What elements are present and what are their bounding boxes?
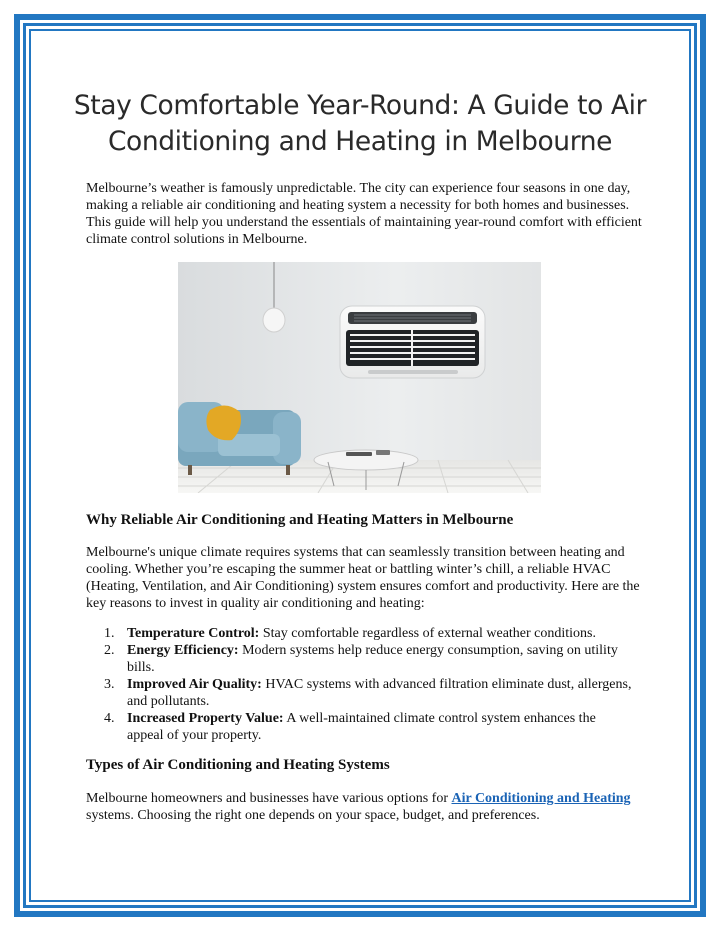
section-paragraph-why: Melbourne's unique climate requires systems that can seamlessly transition between heating and cooling. Whether you’re escaping the summer heat or battling winter’s chill, a reliable HVAC (Heating, Ventilation, and Air Conditioning) system ensures comfort and productivity. Here are the key reasons to invest in quality air conditioning and heating: <box>86 545 640 611</box>
paragraph-text-after-link: systems. Choosing the right one depends on your space, budget, and preferences. <box>86 808 540 823</box>
section-heading-why: Why Reliable Air Conditioning and Heating Matters in Melbourne <box>86 512 514 528</box>
list-item-label: Energy Efficiency: <box>127 643 239 658</box>
list-item-label: Improved Air Quality: <box>127 677 262 692</box>
section-heading-types: Types of Air Conditioning and Heating Systems <box>86 757 390 773</box>
intro-paragraph: Melbourne’s weather is famously unpredictable. The city can experience four seasons in one day, making a reliable air conditioning and heating system a necessity for both homes and businesses. This guide will help you understand the essentials of maintaining year-round comfort with efficient climate control solutions in Melbourne. <box>86 181 642 247</box>
list-item-text: HVAC systems with advanced filtration eliminate dust, allergens, and pollutants. <box>127 677 632 709</box>
list-item-text: Stay comfortable regardless of external weather conditions. <box>259 626 596 641</box>
page-title: Stay Comfortable Year-Round: A Guide to Air Conditioning and Heating in Melbourne <box>73 90 647 157</box>
list-item <box>104 676 634 710</box>
section-paragraph-types <box>86 790 646 824</box>
list-item-number: 1. <box>104 626 115 641</box>
list-item <box>104 710 634 744</box>
list-item-label: Temperature Control: <box>127 626 260 641</box>
list-item <box>104 642 634 676</box>
air-conditioner-unit <box>340 306 485 378</box>
list-item-text: Modern systems help reduce energy consumption, saving on utility bills. <box>127 643 618 675</box>
reasons-list <box>104 625 634 744</box>
air-conditioning-heating-link[interactable]: Air Conditioning and Heating <box>451 791 631 806</box>
list-item <box>104 625 634 642</box>
hero-image <box>178 262 541 493</box>
list-item-text: A well-maintained climate control system enhances the appeal of your property. <box>127 711 596 743</box>
paragraph-text-before-link: Melbourne homeowners and businesses have various options for <box>86 791 452 806</box>
list-item-number: 4. <box>104 711 115 726</box>
list-item-label: Increased Property Value: <box>127 711 284 726</box>
list-item-number: 2. <box>104 643 115 658</box>
list-item-number: 3. <box>104 677 115 692</box>
